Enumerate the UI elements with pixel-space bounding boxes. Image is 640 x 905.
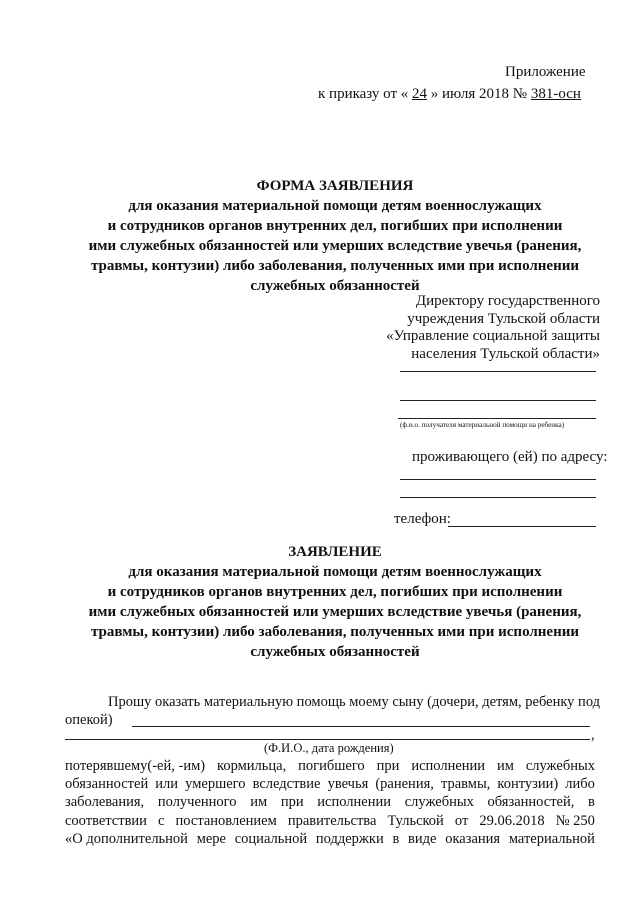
form-title bbox=[40, 176, 630, 296]
applicant-fio-line-1[interactable] bbox=[400, 371, 596, 372]
paragraph-word: исполнении bbox=[411, 758, 486, 774]
child-fio-line-1[interactable] bbox=[132, 726, 590, 727]
order-day: 24 bbox=[412, 86, 428, 102]
order-reference bbox=[318, 86, 581, 103]
paragraph-word: увечья bbox=[327, 776, 369, 793]
paragraph-word: служебных bbox=[525, 758, 595, 774]
paragraph-word: погибшего bbox=[298, 758, 365, 774]
paragraph-word: заболевания, bbox=[65, 794, 145, 811]
paragraph-word: мере bbox=[196, 830, 226, 847]
paragraph-word: им bbox=[250, 794, 268, 811]
form-title-line: и сотрудников органов внутренних дел, погибших при исполнении bbox=[107, 218, 563, 234]
paragraph-word: материальной bbox=[508, 830, 595, 847]
child-fio-caption: (Ф.И.О., дата рождения) bbox=[264, 741, 394, 755]
child-fio-comma: , bbox=[591, 727, 595, 743]
paragraph-word: при bbox=[376, 758, 400, 774]
paragraph-word: правительства bbox=[287, 812, 377, 829]
statement-title bbox=[40, 542, 630, 662]
paragraph-word: соответствии bbox=[65, 812, 147, 829]
paragraph-word: травмы, bbox=[440, 776, 491, 793]
paragraph-line bbox=[65, 830, 595, 848]
paragraph-word: умершего bbox=[185, 776, 246, 793]
request-line: Прошу оказать материальную помощь моему сыну (дочери, детям, ребенку под bbox=[108, 694, 601, 710]
applicant-fio-line-3[interactable] bbox=[398, 418, 596, 419]
paragraph-word: виде bbox=[408, 830, 437, 847]
statement-title-heading: ЗАЯВЛЕНИЕ bbox=[288, 544, 382, 560]
guardianship-label: опекой) bbox=[65, 712, 113, 728]
paragraph-word: вследствие bbox=[252, 776, 321, 793]
child-fio-line-2[interactable] bbox=[65, 739, 590, 740]
paragraph-word: либо bbox=[565, 776, 595, 793]
addressee-line: населения Тульской области» bbox=[411, 345, 600, 362]
applicant-fio-caption: (ф.и.о. получателя материальной помощи на ребенка) bbox=[400, 421, 565, 429]
form-title-line: ими служебных обязанностей или умерших вследствие увечья (ранения, bbox=[88, 238, 582, 254]
paragraph-word: социальной bbox=[234, 830, 308, 847]
paragraph-line bbox=[65, 793, 595, 811]
addressee-block bbox=[370, 293, 600, 363]
paragraph-word: оказания bbox=[445, 830, 501, 847]
form-title-heading: ФОРМА ЗАЯВЛЕНИЯ bbox=[256, 178, 414, 194]
statement-title-line: служебных обязанностей bbox=[250, 644, 420, 660]
addressee-line: Директору государственного bbox=[415, 293, 600, 309]
address-line-2[interactable] bbox=[400, 497, 596, 498]
order-mid: » июля 2018 № bbox=[430, 86, 528, 102]
paragraph-word: «О дополнительной bbox=[65, 830, 188, 847]
form-title-line: служебных обязанностей bbox=[250, 278, 420, 294]
paragraph-word: поддержки bbox=[315, 830, 384, 847]
paragraph-word: исполнении bbox=[317, 794, 392, 811]
paragraph-line bbox=[65, 812, 595, 830]
paragraph-word: с bbox=[158, 812, 165, 829]
paragraph-word: № 250 bbox=[555, 812, 595, 829]
paragraph-word: при bbox=[280, 794, 304, 811]
paragraph-line bbox=[65, 757, 595, 775]
body-paragraph bbox=[65, 757, 595, 848]
phone-line[interactable] bbox=[448, 526, 596, 527]
phone-label: телефон: bbox=[394, 511, 451, 527]
paragraph-word: обязанностей, bbox=[487, 794, 575, 811]
statement-title-line: и сотрудников органов внутренних дел, погибших при исполнении bbox=[107, 584, 563, 600]
paragraph-word: обязанностей bbox=[65, 776, 149, 793]
paragraph-word: в bbox=[392, 830, 400, 847]
paragraph-word: (ранения, bbox=[375, 776, 434, 793]
form-title-line: травмы, контузии) либо заболевания, полученных ими при исполнении bbox=[90, 258, 580, 274]
paragraph-word: потерявшему(-ей, -им) bbox=[65, 758, 206, 774]
statement-title-line: травмы, контузии) либо заболевания, полученных ими при исполнении bbox=[90, 624, 580, 640]
paragraph-word: контузии) bbox=[497, 776, 559, 793]
paragraph-word: кормильца, bbox=[217, 758, 287, 774]
paragraph-word: или bbox=[155, 776, 179, 793]
paragraph-line bbox=[65, 775, 595, 793]
paragraph-word: в bbox=[588, 794, 595, 811]
appendix-label: Приложение bbox=[505, 64, 586, 80]
addressee-line: учреждения Тульской области bbox=[407, 310, 600, 327]
paragraph-word: постановлением bbox=[175, 812, 277, 829]
statement-title-line: для оказания материальной помощи детям военнослужащих bbox=[128, 564, 542, 580]
paragraph-word: 29.06.2018 bbox=[479, 812, 545, 829]
paragraph-word: полученного bbox=[157, 794, 237, 811]
addressee-line: «Управление социальной защиты bbox=[386, 328, 600, 344]
paragraph-word: от bbox=[454, 812, 469, 829]
statement-title-line: ими служебных обязанностей или умерших вследствие увечья (ранения, bbox=[88, 604, 582, 620]
applicant-fio-line-2[interactable] bbox=[400, 400, 596, 401]
paragraph-word: им bbox=[496, 758, 514, 774]
order-prefix: к приказу от « bbox=[318, 86, 409, 102]
address-line-1[interactable] bbox=[400, 479, 596, 480]
paragraph-word: служебных bbox=[404, 794, 474, 811]
form-title-line: для оказания материальной помощи детям военнослужащих bbox=[128, 198, 542, 214]
order-number: 381-осн bbox=[530, 86, 581, 102]
paragraph-word: Тульской bbox=[387, 812, 444, 829]
address-label: проживающего (ей) по адресу: bbox=[412, 449, 608, 465]
